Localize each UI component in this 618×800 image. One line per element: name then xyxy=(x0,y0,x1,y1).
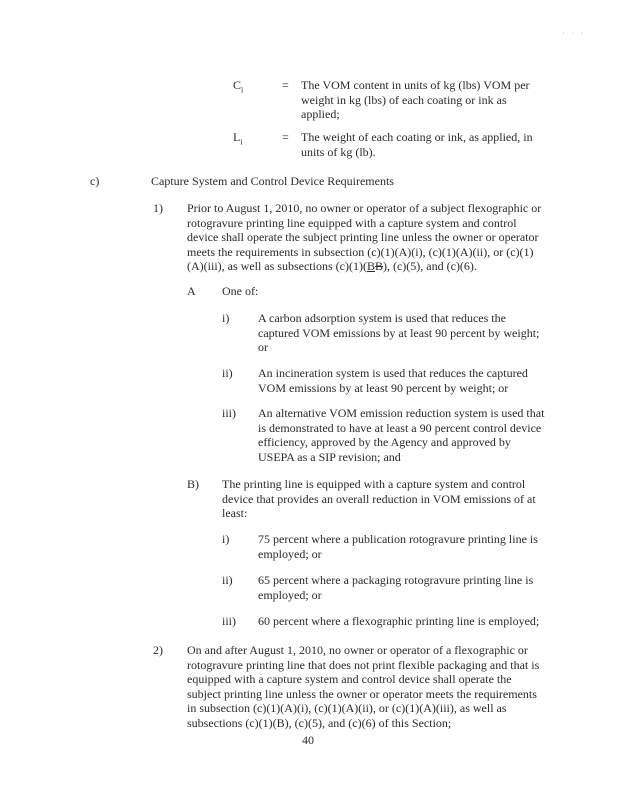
item-a-iii-label: iii) xyxy=(222,406,236,420)
item-a-i-text: A carbon adsorption system is used that reduces the captured VOM emissions by at least 90 percent by weight; or xyxy=(258,311,540,355)
section-c-title: Capture System and Control Device Requirements xyxy=(151,174,394,188)
section-c-label: c) xyxy=(90,174,100,188)
item-1-text: Prior to August 1, 2010, no owner or operator of a subject flexographic or rotogravure printing line equipped with a capture system and control device shall operate the subject printing line unless the owner or operator meets the requirements in subsection (c)(1)(A)(i), (c)(1)(A)(ii), or (c)(1)(A)(iii), as well as subsections (c)(1)(BB), (c)(5), and (c)(6). xyxy=(187,201,542,274)
corner-scan-mark: · · · xyxy=(562,28,586,38)
deleted-text: B xyxy=(374,259,383,274)
item-b-i-text: 75 percent where a publication rotogravure printing line is employed; or xyxy=(258,532,538,561)
item-a-label: A xyxy=(187,284,196,298)
item-2-text: On and after August 1, 2010, no owner or operator of a flexographic or rotogravure printing line that does not print flexible packaging and that is equipped with a capture system and control device shall operate the subject printing line unless the owner or operator meets the requirements in subsection (c)(1)(A)(i), (c)(1)(A)(ii), or (c)(1)(A)(iii), as well as subsections (c)(1)(B), (c)(5), and (c)(6) of this Section; xyxy=(187,643,540,730)
inserted-text: B xyxy=(366,259,375,274)
item-b-i-label: i) xyxy=(222,532,230,546)
item-b-label: B) xyxy=(187,477,199,491)
item-a-iii-text: An alternative VOM emission reduction system is used that is demonstrated to have at least a 90 percent control device efficiency, approved by the Agency and approved by USEPA as a SIP revision; and xyxy=(258,406,545,464)
item-a-ii-text: An incineration system is used that reduces the captured VOM emissions by at least 90 percent by weight; or xyxy=(258,366,528,395)
item-2-label: 2) xyxy=(153,643,163,657)
item-b-ii-label: ii) xyxy=(222,573,233,587)
item-b-iii-label: iii) xyxy=(222,614,236,628)
item-a-i-label: i) xyxy=(222,311,230,325)
def-equals: = xyxy=(282,130,289,144)
def-text: The weight of each coating or ink, as applied, in units of kg (lb). xyxy=(301,130,533,159)
item-b-iii-text: 60 percent where a flexographic printing line is employed; xyxy=(258,614,540,628)
item-a-ii-label: ii) xyxy=(222,366,233,380)
def-equals: = xyxy=(282,78,289,92)
def-symbol: $L_i$ xyxy=(233,130,243,147)
item-b-text: The printing line is equipped with a capture system and control device that provides an overall reduction in VOM emissions of at least: xyxy=(222,477,536,521)
def-symbol: $C_i$ xyxy=(233,78,244,95)
page-number: 40 xyxy=(302,733,314,747)
def-text: The VOM content in units of kg (lbs) VOM per weight in kg (lbs) of each coating or ink as applied; xyxy=(301,78,530,122)
item-a-text: One of: xyxy=(222,284,259,298)
item-1-label: 1) xyxy=(153,201,163,215)
item-b-ii-text: 65 percent where a packaging rotogravure printing line is employed; or xyxy=(258,573,534,602)
